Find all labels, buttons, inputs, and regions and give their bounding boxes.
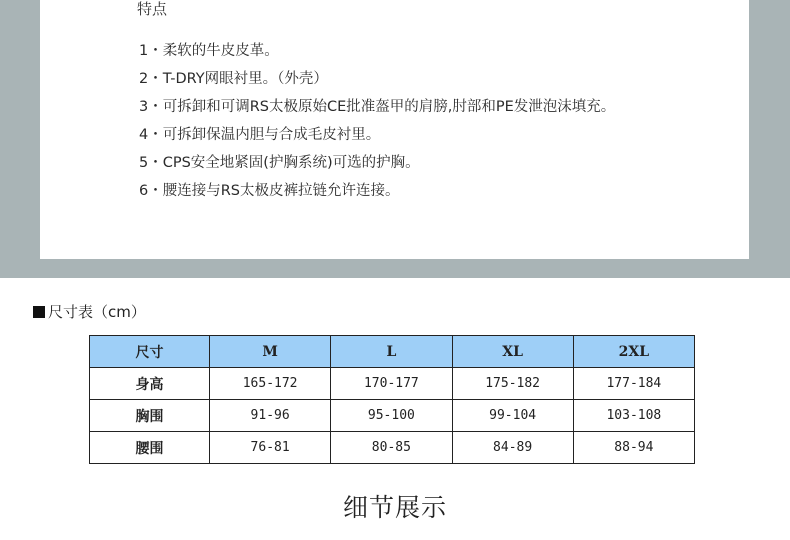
table-cell: 175-182 [452, 368, 573, 400]
size-chart-heading [33, 301, 146, 322]
table-cell: 170-177 [331, 368, 452, 400]
table-cell: 88-94 [573, 432, 694, 464]
feature-card [40, 0, 749, 259]
column-header-m: M [210, 336, 331, 368]
feature-item: 6・腰连接与RS太极皮裤拉链允许连接。 [139, 183, 400, 199]
table-cell: 95-100 [331, 400, 452, 432]
table-cell: 84-89 [452, 432, 573, 464]
column-header-xl: XL [452, 336, 573, 368]
table-row [90, 368, 695, 400]
features-title: 特点 [137, 0, 168, 18]
feature-item: 3・可拆卸和可调RS太极原始CE批准盔甲的肩膀,肘部和PE发泄泡沫填充。 [139, 99, 616, 115]
table-row [90, 400, 695, 432]
table-row [90, 432, 695, 464]
column-header-2xl: 2XL [573, 336, 694, 368]
details-title: 细节展示 [342, 493, 447, 522]
size-table-header-row [90, 336, 695, 368]
feature-item: 2・T-DRY网眼衬里。（外壳） [139, 71, 328, 87]
size-chart-heading-text: 尺寸表（cm） [48, 303, 146, 321]
feature-list [139, 40, 615, 208]
column-header-l: L [331, 336, 452, 368]
table-cell: 165-172 [210, 368, 331, 400]
table-cell: 99-104 [452, 400, 573, 432]
feature-item: 4・可拆卸保温内胆与合成毛皮衬里。 [139, 127, 381, 143]
table-cell: 91-96 [210, 400, 331, 432]
table-cell: 177-184 [573, 368, 694, 400]
table-cell: 76-81 [210, 432, 331, 464]
size-table [89, 335, 695, 464]
row-label-waist: 腰围 [90, 432, 210, 464]
feature-item: 5・CPS安全地紧固(护胸系统)可选的护胸。 [139, 155, 420, 171]
table-cell: 103-108 [573, 400, 694, 432]
row-label-height: 身高 [90, 368, 210, 400]
row-label-chest: 胸围 [90, 400, 210, 432]
column-header-size: 尺寸 [90, 336, 210, 368]
feature-item: 1・柔软的牛皮皮革。 [139, 43, 279, 59]
black-square-icon [33, 306, 45, 318]
table-cell: 80-85 [331, 432, 452, 464]
